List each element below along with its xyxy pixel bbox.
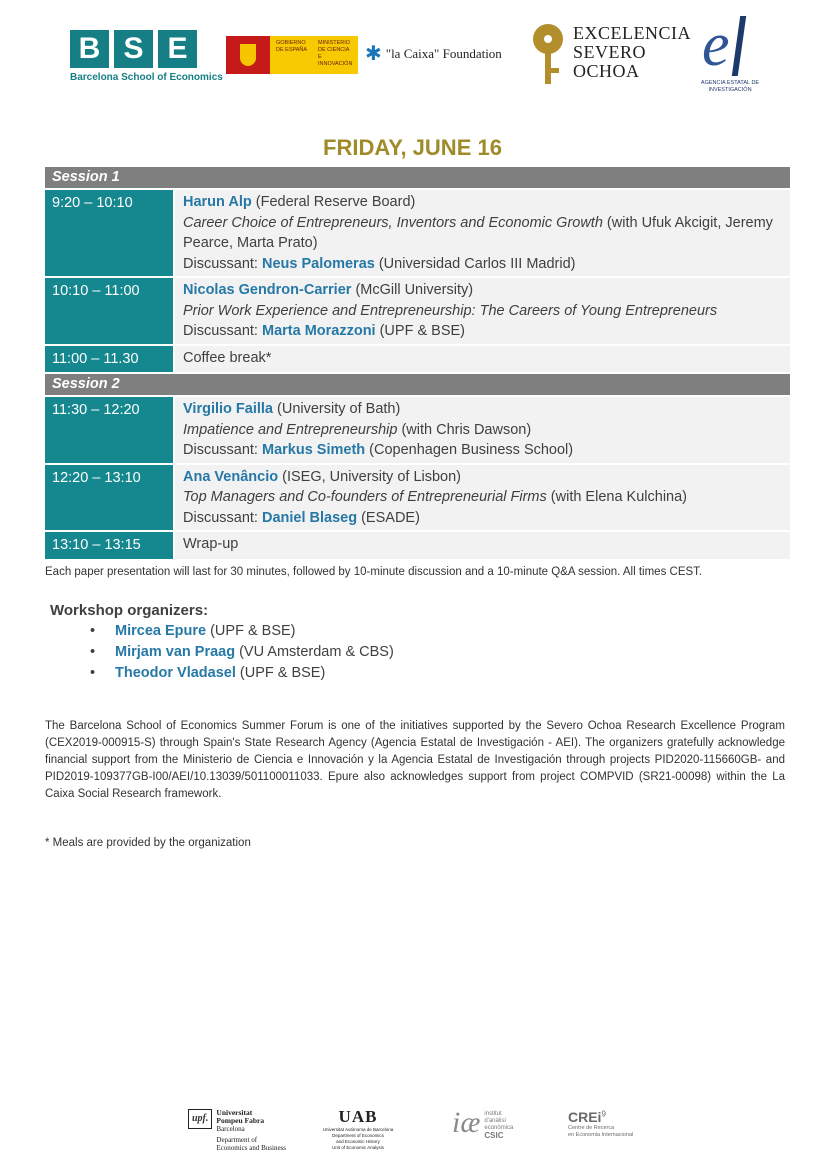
upf-mark: upf. <box>188 1109 212 1129</box>
discussant-label: Discussant: <box>183 255 262 272</box>
workshop-organizers <box>50 602 394 684</box>
discussant-name: Marta Morazzoni <box>261 323 376 339</box>
sponsor-logos <box>0 11 825 114</box>
organizer-name: Mirjam van Praag <box>115 644 236 660</box>
talk-details <box>175 278 790 344</box>
iae-line-4: CSIC <box>484 1131 504 1140</box>
severo-ochoa-logo <box>533 24 691 86</box>
list-item <box>90 663 394 684</box>
talk-details <box>175 190 790 276</box>
organizer-name: Theodor Vladasel <box>115 665 236 681</box>
table-row <box>45 397 790 463</box>
presenter-name: Nicolas Gendron-Carrier <box>183 282 352 298</box>
organizers-list <box>50 621 394 684</box>
bse-logo <box>70 30 223 83</box>
upf-line-2: Pompeu Fabra <box>216 1116 265 1125</box>
uab-line-2: Department of Economics <box>332 1133 384 1138</box>
uab-line-1: Universitat Autònoma de Barcelona <box>322 1127 394 1132</box>
caixa-text: "la Caixa" Foundation <box>385 46 502 61</box>
crei-mark: CREi <box>568 1109 602 1125</box>
paper-title: Impatience and Entrepreneurship <box>183 421 398 438</box>
table-row <box>45 346 790 373</box>
upf-line-1: Universitat <box>216 1108 253 1117</box>
session-2-header: Session 2 <box>45 374 790 395</box>
paper-title: Prior Work Experience and Entrepreneurship: The Careers of Young Entrepreneurs <box>183 302 718 319</box>
discussant-affiliation: (Copenhagen Business School) <box>365 442 574 458</box>
paper-title: Top Managers and Co-founders of Entrepreneurial Firms <box>183 489 547 505</box>
key-icon <box>533 24 565 86</box>
day-title: FRIDAY, JUNE 16 <box>323 135 502 160</box>
wrap-up-text: Wrap-up <box>175 532 790 559</box>
crei-line-1: Centre de Recerca <box>568 1125 615 1131</box>
organizer-affiliation: (UPF & BSE) <box>235 665 326 681</box>
upf-line-3: Barcelona <box>216 1125 245 1133</box>
presenter-name: Virgilio Failla <box>183 401 273 417</box>
severo-line-2: SEVERO <box>573 42 647 62</box>
crei-line-2: en Economia Internacional <box>568 1132 634 1138</box>
list-item <box>90 621 394 642</box>
presentation-note: Each paper presentation will last for 30 minutes, followed by 10-minute discussion and a 10-minute Q&A session. All times CEST. <box>45 566 703 578</box>
upf-dept-2: Economics and Business <box>216 1144 287 1152</box>
iae-line-2: d'anàlisi <box>484 1118 506 1124</box>
iae-line-3: econòmica <box>484 1125 514 1131</box>
iae-line-1: institut <box>484 1111 502 1117</box>
iae-logo <box>452 1107 513 1139</box>
gobierno-text: GOBIERNO DE ESPAÑA <box>276 40 308 53</box>
spain-coat-of-arms-icon <box>226 36 270 74</box>
organizer-affiliation: (UPF & BSE) <box>206 623 296 639</box>
organizer-affiliation: (VU Amsterdam & CBS) <box>235 644 394 660</box>
uab-mark: UAB <box>338 1107 378 1126</box>
time-slot: 11:30 – 12:20 <box>45 397 173 463</box>
presenter-affiliation: (University of Bath) <box>272 401 401 417</box>
crei-sup: 9 <box>601 1109 606 1119</box>
uab-line-3: and Economic History <box>336 1139 380 1144</box>
schedule-table <box>45 167 790 561</box>
bse-caption: Barcelona School of Economics <box>70 72 223 83</box>
meals-note: * Meals are provided by the organization <box>45 837 251 849</box>
time-slot: 10:10 – 11:00 <box>45 278 173 344</box>
list-item <box>90 642 394 663</box>
paper-title: Career Choice of Entrepreneurs, Inventors and Economic Growth <box>183 214 603 231</box>
bse-letter-s: S <box>114 30 153 68</box>
presenter-affiliation: (Federal Reserve Board) <box>251 194 416 210</box>
caixa-star-icon: ✱ <box>365 43 382 65</box>
uab-line-4: Unit of Economic Analysis <box>332 1145 384 1150</box>
table-row <box>45 278 790 344</box>
uab-logo <box>313 1107 403 1151</box>
gobierno-logo <box>226 36 358 74</box>
table-row <box>45 532 790 559</box>
discussant-affiliation: (ESADE) <box>357 509 420 526</box>
talk-details <box>175 397 790 463</box>
aei-logo <box>700 11 760 94</box>
upf-dept-1: Department of <box>216 1136 258 1144</box>
presenter-name: Harun Alp <box>183 194 252 210</box>
funding-acknowledgement: The Barcelona School of Economics Summer Forum is one of the initiatives supported by the Severo Ochoa Research Excellence Program (CEX2019-000915-S) through Spain's State Research Agency (Agencia Estatal de Investigación - AEI). The organizers gratefully acknowledge financial support from the Ministerio de Ciencia e Innovación y la Agencia Estatal de Investigación through projects PID2020-115660GB- and PID2019-109377GB-I00/AEI/10.13039/501100011033. Epure also acknowledges support from project COMPVID (SR21-00098) within the La Caixa Social Research framework. <box>45 720 785 800</box>
coauthors: (with Ufuk Akcigit, Jeremy Pearce, Marta Prato) <box>183 214 773 251</box>
organizers-title: Workshop organizers: <box>50 602 209 619</box>
time-slot: 13:10 – 13:15 <box>45 532 173 559</box>
discussant-affiliation: (Universidad Carlos III Madrid) <box>374 255 576 272</box>
severo-line-3: OCHOA <box>573 61 640 81</box>
presenter-affiliation: (McGill University) <box>351 282 474 298</box>
coauthors: (with Chris Dawson) <box>397 421 532 438</box>
bse-letter-b: B <box>70 30 109 68</box>
presenter-name: Ana Venâncio <box>183 468 279 485</box>
aei-text: AGENCIA ESTATAL DE INVESTIGACIÓN <box>700 80 760 93</box>
table-row <box>45 190 790 276</box>
discussant-label: Discussant: <box>183 509 262 526</box>
time-slot: 11:00 – 11.30 <box>45 346 173 373</box>
iae-mark: iæ <box>452 1106 481 1139</box>
upf-logo <box>188 1109 286 1152</box>
footer-logos <box>0 1105 825 1160</box>
discussant-label: Discussant: <box>183 323 262 339</box>
coauthors: (with Elena Kulchina) <box>546 489 688 505</box>
presenter-affiliation: (ISEG, University of Lisbon) <box>278 468 462 485</box>
session-1-header: Session 1 <box>45 167 790 188</box>
table-row <box>45 465 790 531</box>
organizer-name: Mircea Epure <box>115 623 207 639</box>
severo-line-1: EXCELENCIA <box>573 23 691 43</box>
discussant-label: Discussant: <box>183 442 262 458</box>
time-slot: 9:20 – 10:10 <box>45 190 173 276</box>
caixa-logo <box>365 44 502 64</box>
time-slot: 12:20 – 13:10 <box>45 465 173 531</box>
crei-logo <box>568 1109 633 1139</box>
aei-mark-icon: e <box>700 14 754 76</box>
discussant-name: Daniel Blaseg <box>261 509 358 526</box>
bse-letter-e: E <box>158 30 197 68</box>
break-text: Coffee break* <box>175 346 790 373</box>
ministerio-text: MINISTERIO DE CIENCIA E INNOVACIÓN <box>318 40 353 67</box>
discussant-affiliation: (UPF & BSE) <box>375 323 466 339</box>
discussant-name: Neus Palomeras <box>261 255 375 272</box>
talk-details <box>175 465 790 531</box>
discussant-name: Markus Simeth <box>261 442 366 458</box>
